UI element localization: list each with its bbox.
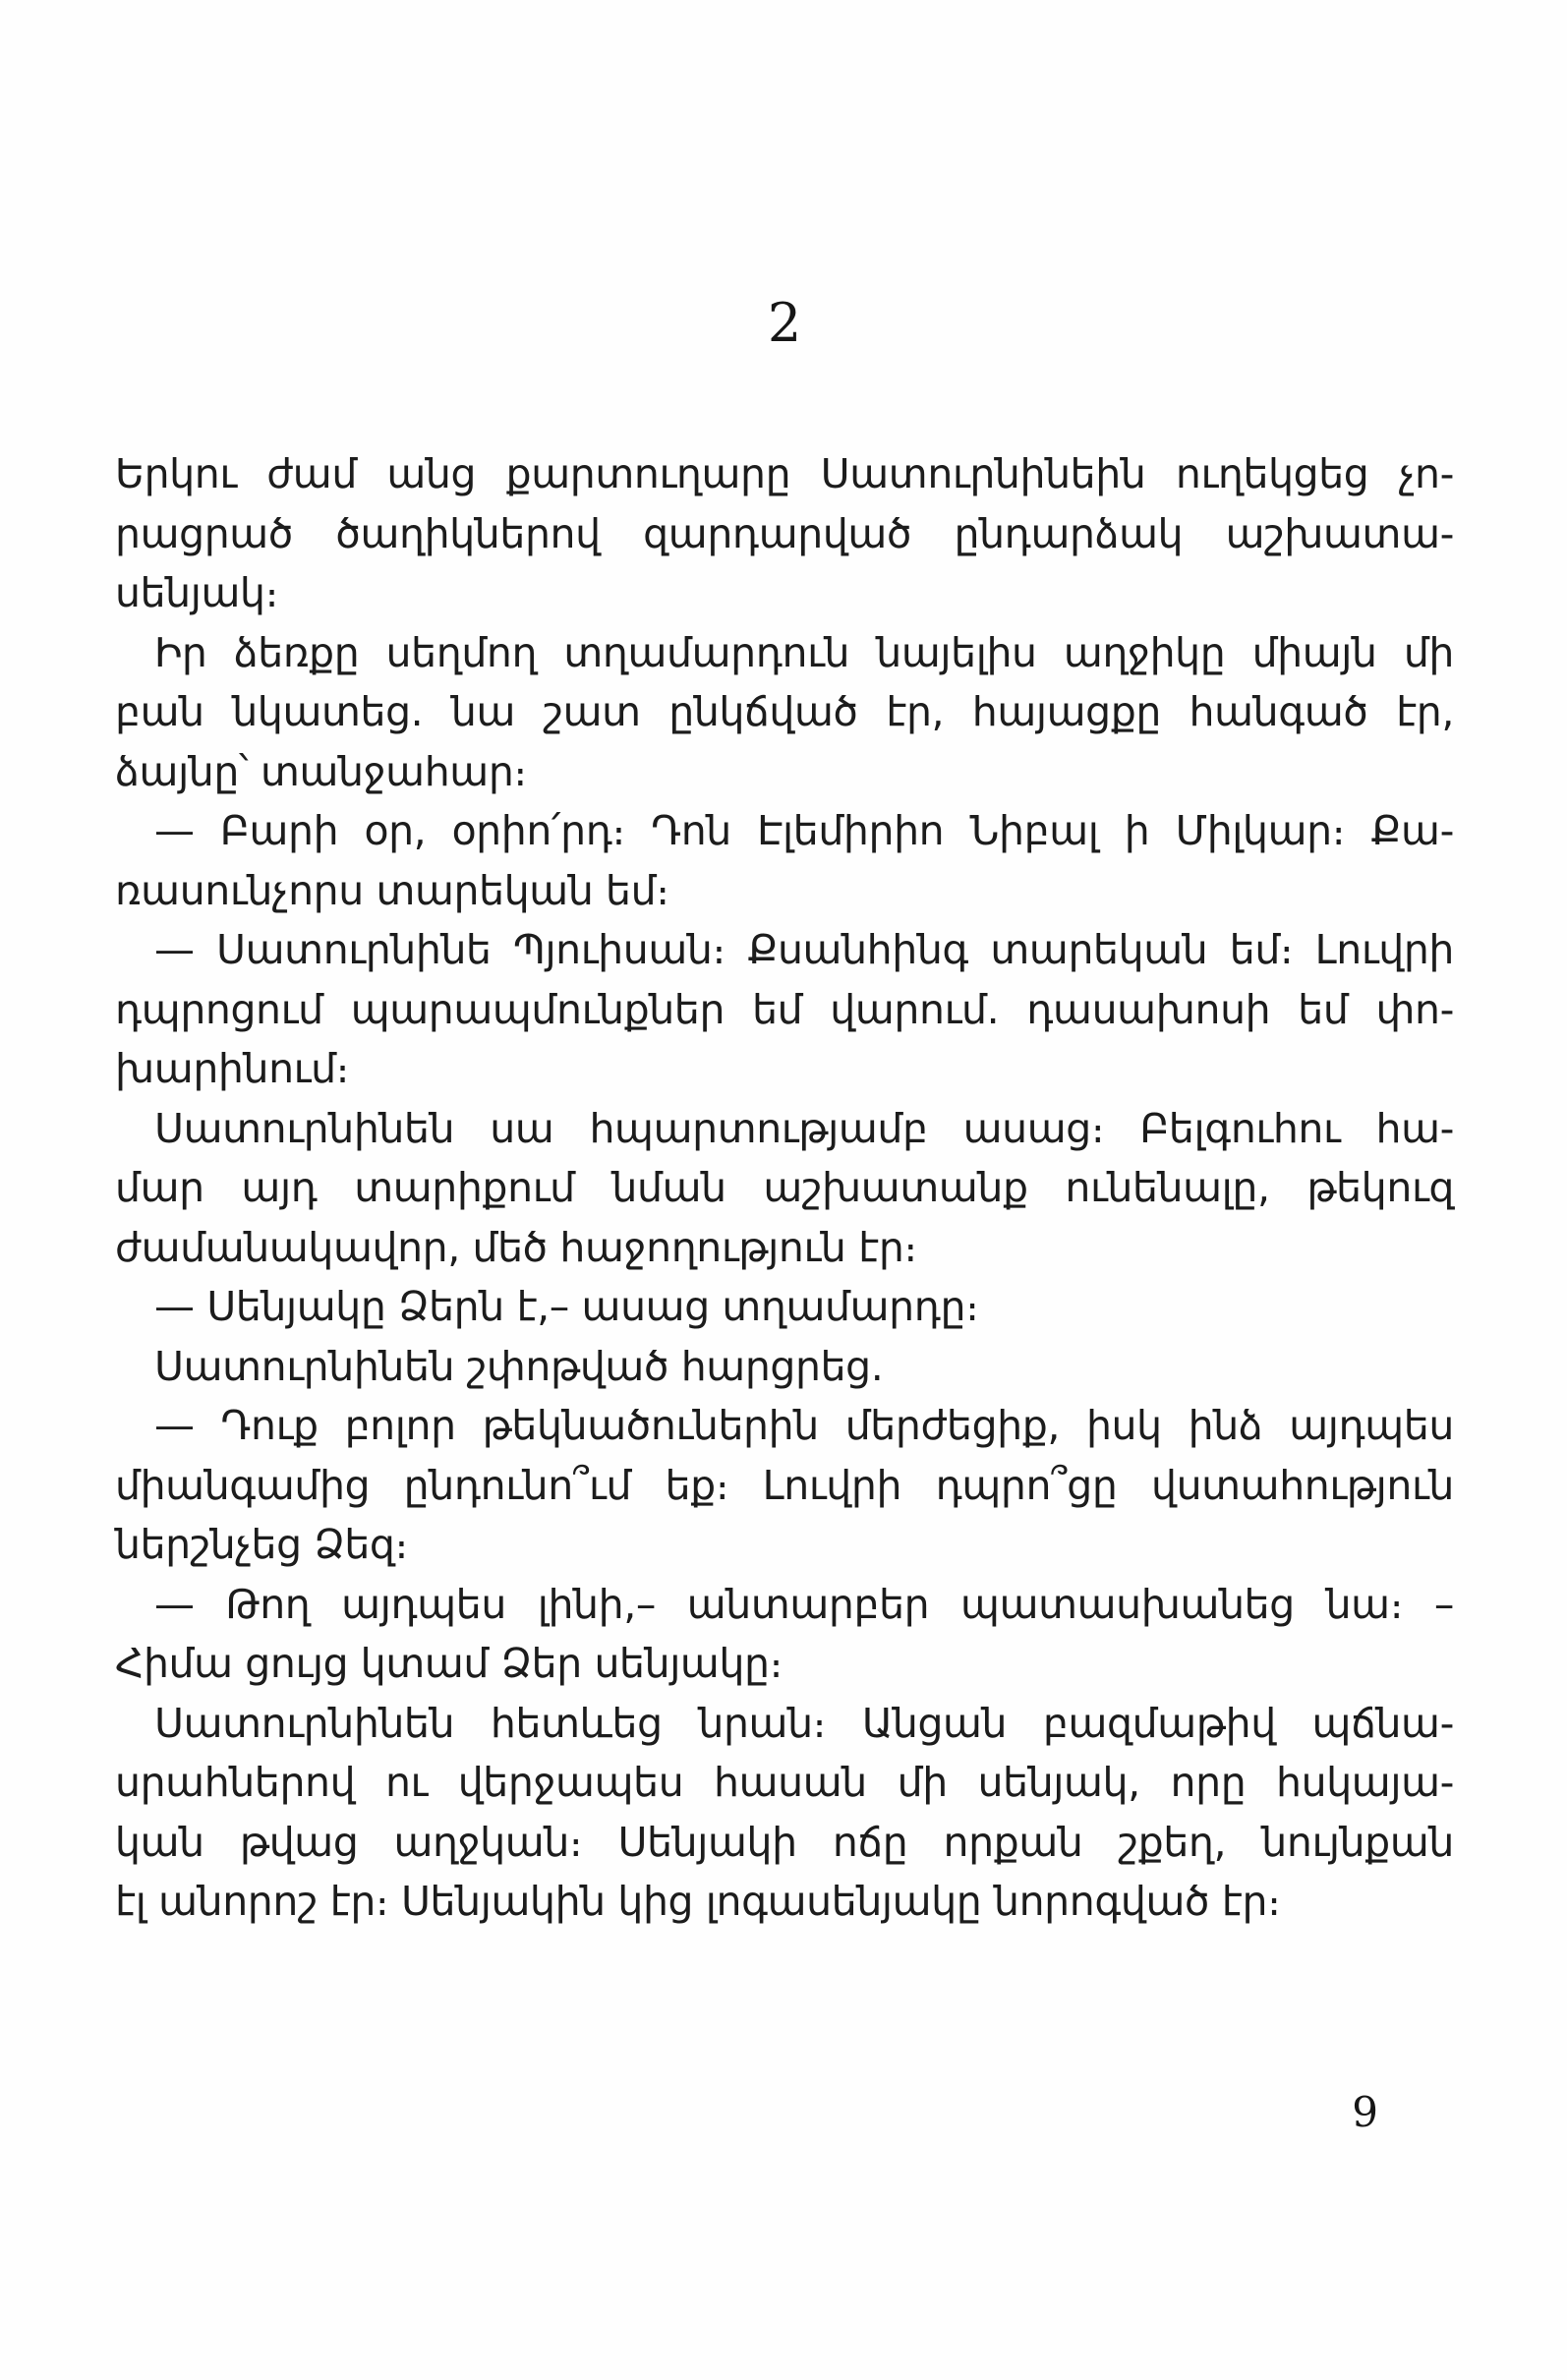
text-line: — Բարի օր, օրիո՛րդ։ Դոն Էլեմիրիո Նիբալ ի Միլկար։ Քա- xyxy=(154,807,1454,854)
text-line: ռասունչորս տարեկան եմ։ xyxy=(115,866,669,914)
paragraph-dialogue xyxy=(115,920,1454,1099)
chapter-number: 2 xyxy=(767,292,802,354)
text-line: սենյակ։ xyxy=(115,569,279,616)
text-line: ժամանակավոր, մեծ հաջողություն էր։ xyxy=(115,1223,917,1271)
text-line: բան նկատեց. նա շատ ընկճված էր, հայացքը հանգած էր, xyxy=(115,688,1454,735)
text-line: Իր ձեռքը սեղմող տղամարդուն նայելիս աղջիկը միայն մի xyxy=(154,628,1454,676)
paragraph xyxy=(115,1099,1454,1278)
text-line: ձայնը՝ տանջահար։ xyxy=(115,747,527,795)
text-line: սրահներով ու վերջապես հասան մի սենյակ, որը հսկայա- xyxy=(115,1759,1454,1806)
text-line: րացրած ծաղիկներով զարդարված ընդարձակ աշխատա- xyxy=(115,509,1454,557)
text-line: կան թվաց աղջկան։ Սենյակի ոճը որքան շքեղ, նույնքան xyxy=(115,1818,1454,1866)
text-line: էլ անորոշ էր։ Սենյակին կից լոգասենյակը նորոգված էր։ xyxy=(115,1878,1281,1925)
paragraph-dialogue xyxy=(115,801,1454,920)
text-line: Սատուրնինեն շփոթված հարցրեց. xyxy=(154,1342,884,1390)
text-line: — Դուք բոլոր թեկնածուներին մերժեցիք, իսկ ինձ այդպես xyxy=(154,1402,1454,1449)
paragraph xyxy=(115,1337,1454,1397)
page-number: 9 xyxy=(1352,2088,1378,2136)
text-line: դպրոցում պարապմունքներ եմ վարում. դասախոսի եմ փո- xyxy=(115,985,1454,1033)
text-line: — Սենյակը Ձերն է,– ասաց տղամարդը։ xyxy=(154,1283,979,1330)
text-line: — Թող այդպես լինի,– անտարբեր պատասխանեց նա։ – xyxy=(154,1580,1454,1628)
text-line: Սատուրնինեն սա հպարտությամբ ասաց։ Բելգուհու հա- xyxy=(154,1104,1454,1152)
paragraph xyxy=(115,444,1454,623)
text-line: մար այդ տարիքում նման աշխատանք ունենալը, թեկուզ xyxy=(115,1164,1454,1211)
text-line: խարինում։ xyxy=(115,1045,350,1092)
paragraph-dialogue xyxy=(115,1575,1454,1694)
paragraph xyxy=(115,1694,1454,1932)
text-line: միանգամից ընդունո՞ւմ եք։ Լուվրի դպրո՞ցը վստահություն xyxy=(115,1461,1454,1509)
text-line: Սատուրնինեն հետևեց նրան։ Անցան բազմաթիվ պճնա- xyxy=(154,1699,1454,1747)
text-line: — Սատուրնինե Պյուիսան։ Քսանհինգ տարեկան եմ։ Լուվրի xyxy=(154,926,1454,973)
paragraph xyxy=(115,623,1454,802)
paragraph-dialogue xyxy=(115,1396,1454,1575)
body-text xyxy=(115,444,1454,1932)
text-line: Հիմա ցույց կտամ Ձեր սենյակը։ xyxy=(115,1640,784,1687)
text-line: Երկու ժամ անց քարտուղարը Սատուրնինեին ուղեկցեց չո- xyxy=(115,450,1454,497)
paragraph-dialogue xyxy=(115,1277,1454,1337)
text-line: ներշնչեց Ձեզ։ xyxy=(115,1521,408,1568)
